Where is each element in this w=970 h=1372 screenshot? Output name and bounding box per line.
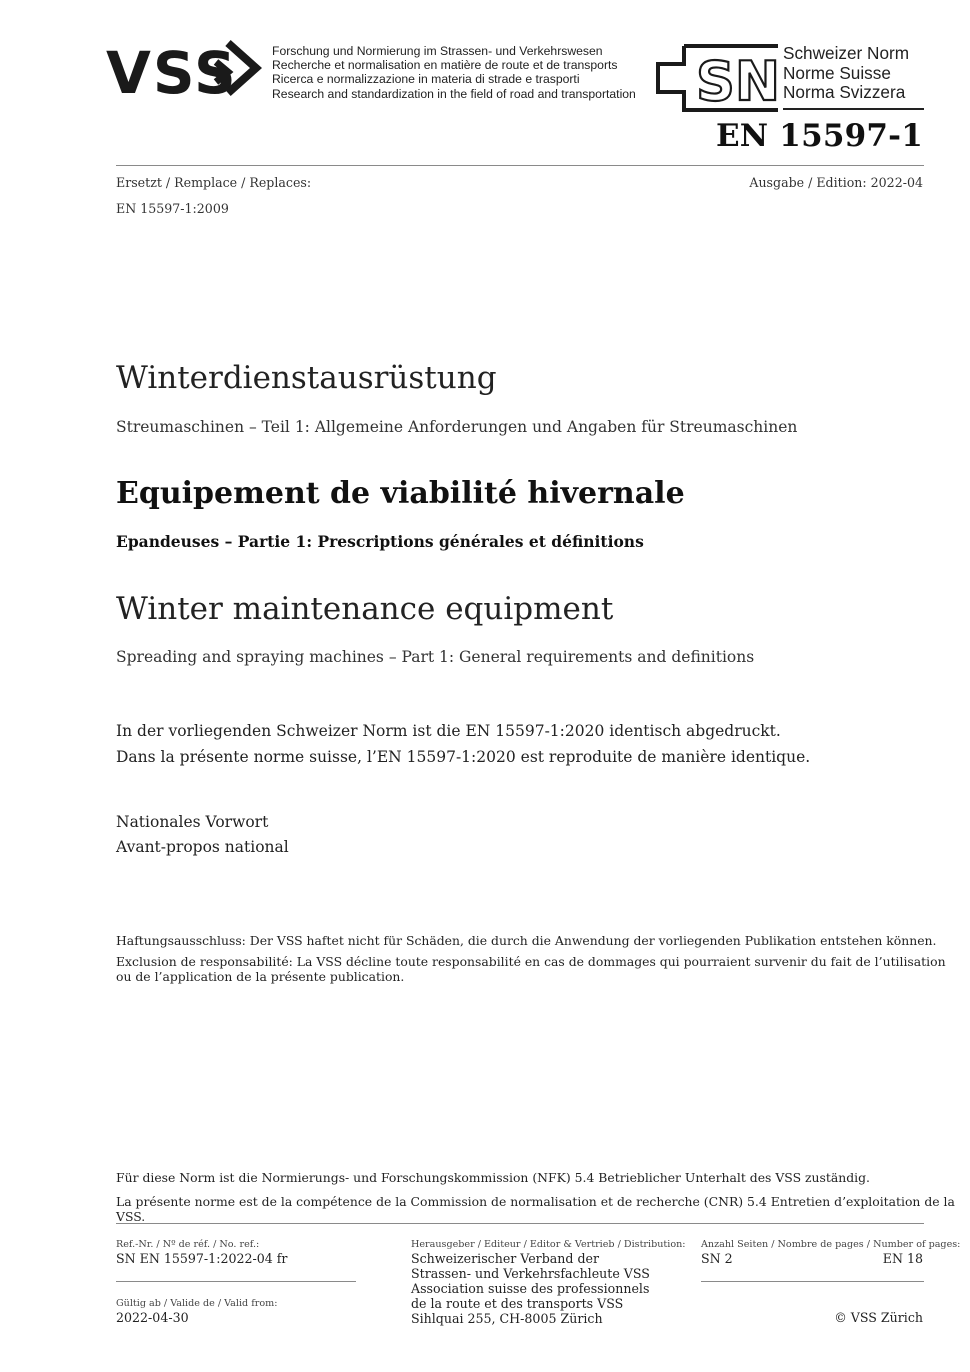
title-fr: Equipement de viabilité hivernale: [116, 476, 685, 511]
identical-note-fr: Dans la présente norme suisse, l’EN 15597-1:2020 est reproduite de manière identique.: [116, 748, 811, 766]
replaces-value: EN 15597-1:2009: [116, 201, 229, 216]
foreword-fr: Avant-propos national: [116, 838, 289, 856]
sn-logo-wordmark: SN: [696, 50, 778, 112]
disclaimer-fr-line-1: Exclusion de responsabilité: La VSS décline toute responsabilité en cas de dommages qui pourraient survenir du fait de l’utilisation: [116, 954, 946, 969]
sn-name-de: Schweizer Norm: [783, 43, 910, 63]
footer-divider: [116, 1223, 924, 1224]
sn-logo: [656, 44, 778, 112]
ref-value: SN EN 15597-1:2022-04 fr: [116, 1251, 288, 1266]
valid-label: Gültig ab / Valide de / Valid from:: [116, 1298, 278, 1309]
publisher-line-4: de la route et des transports VSS: [411, 1296, 624, 1311]
vss-tagline-en: Research and standardization in the field of road and transportation: [272, 86, 636, 101]
publisher-line-1: Schweizerischer Verband der: [411, 1251, 599, 1266]
valid-value: 2022-04-30: [116, 1310, 189, 1325]
publisher-line-5: Sihlquai 255, CH-8005 Zürich: [411, 1311, 603, 1326]
subtitle-fr: Epandeuses – Partie 1: Prescriptions générales et définitions: [116, 532, 644, 551]
foreword-de: Nationales Vorwort: [116, 813, 269, 831]
disclaimer-fr: [116, 954, 946, 984]
pages-en: EN 18: [882, 1251, 923, 1266]
ref-divider: [116, 1281, 356, 1282]
edition: Ausgabe / Edition: 2022-04: [749, 175, 923, 190]
title-en: Winter maintenance equipment: [116, 591, 614, 627]
disclaimer-fr-line-2: ou de l’application de la présente publication.: [116, 969, 405, 984]
publisher-address: [411, 1251, 650, 1326]
pages-sn: SN 2: [701, 1251, 733, 1266]
pages-divider: [701, 1281, 924, 1282]
vss-logo: [106, 40, 266, 100]
vss-tagline-fr: Recherche et normalisation en matière de route et de transports: [272, 58, 618, 73]
sn-name-fr: Norme Suisse: [783, 62, 891, 83]
sn-name-it: Norma Svizzera: [783, 82, 906, 102]
replaces-label: Ersetzt / Remplace / Replaces:: [116, 175, 312, 190]
competence-de: Für diese Norm ist die Normierungs- und Forschungskommission (NFK) 5.4 Betrieblicher Unterhalt des VSS zuständig.: [116, 1170, 870, 1185]
vss-tagline-de: Forschung und Normierung im Strassen- und Verkehrswesen: [272, 44, 603, 58]
subtitle-en: Spreading and spraying machines – Part 1: General requirements and definitions: [116, 648, 755, 666]
header-divider: [116, 165, 924, 166]
ref-label: Ref.-Nr. / Nº de réf. / No. ref.:: [116, 1239, 260, 1250]
copyright: © VSS Zürich: [834, 1310, 923, 1325]
identical-note-de: In der vorliegenden Schweizer Norm ist die EN 15597-1:2020 identisch abgedruckt.: [116, 722, 781, 740]
vss-logo-wordmark: VSS: [106, 40, 238, 100]
publisher-line-2: Strassen- und Verkehrsfachleute VSS: [411, 1266, 650, 1281]
publisher-label: Herausgeber / Editeur / Editor & Vertrieb / Distribution:: [411, 1239, 686, 1250]
pages-label: Anzahl Seiten / Nombre de pages / Number of pages:: [701, 1239, 961, 1250]
competence-fr: La présente norme est de la compétence de la Commission de normalisation et de recherche (CNR) 5.4 Entretien d’exploitation de la VSS.: [116, 1194, 955, 1224]
disclaimer-de: Haftungsausschluss: Der VSS haftet nicht für Schäden, die durch die Anwendung der vorliegenden Publikation entstehen können.: [116, 933, 937, 948]
vss-tagline-it: Ricerca e normalizzazione in materia di strade e trasporti: [272, 72, 580, 87]
standard-number: EN 15597-1: [715, 118, 923, 154]
vss-tagline: [272, 44, 636, 101]
sn-underline: [783, 108, 924, 110]
publisher-line-3: Association suisse des professionnels: [411, 1281, 650, 1296]
subtitle-de: Streumaschinen – Teil 1: Allgemeine Anforderungen und Angaben für Streumaschinen: [116, 418, 798, 436]
sn-names: [783, 44, 909, 103]
title-de: Winterdienstausrüstung: [116, 360, 497, 396]
